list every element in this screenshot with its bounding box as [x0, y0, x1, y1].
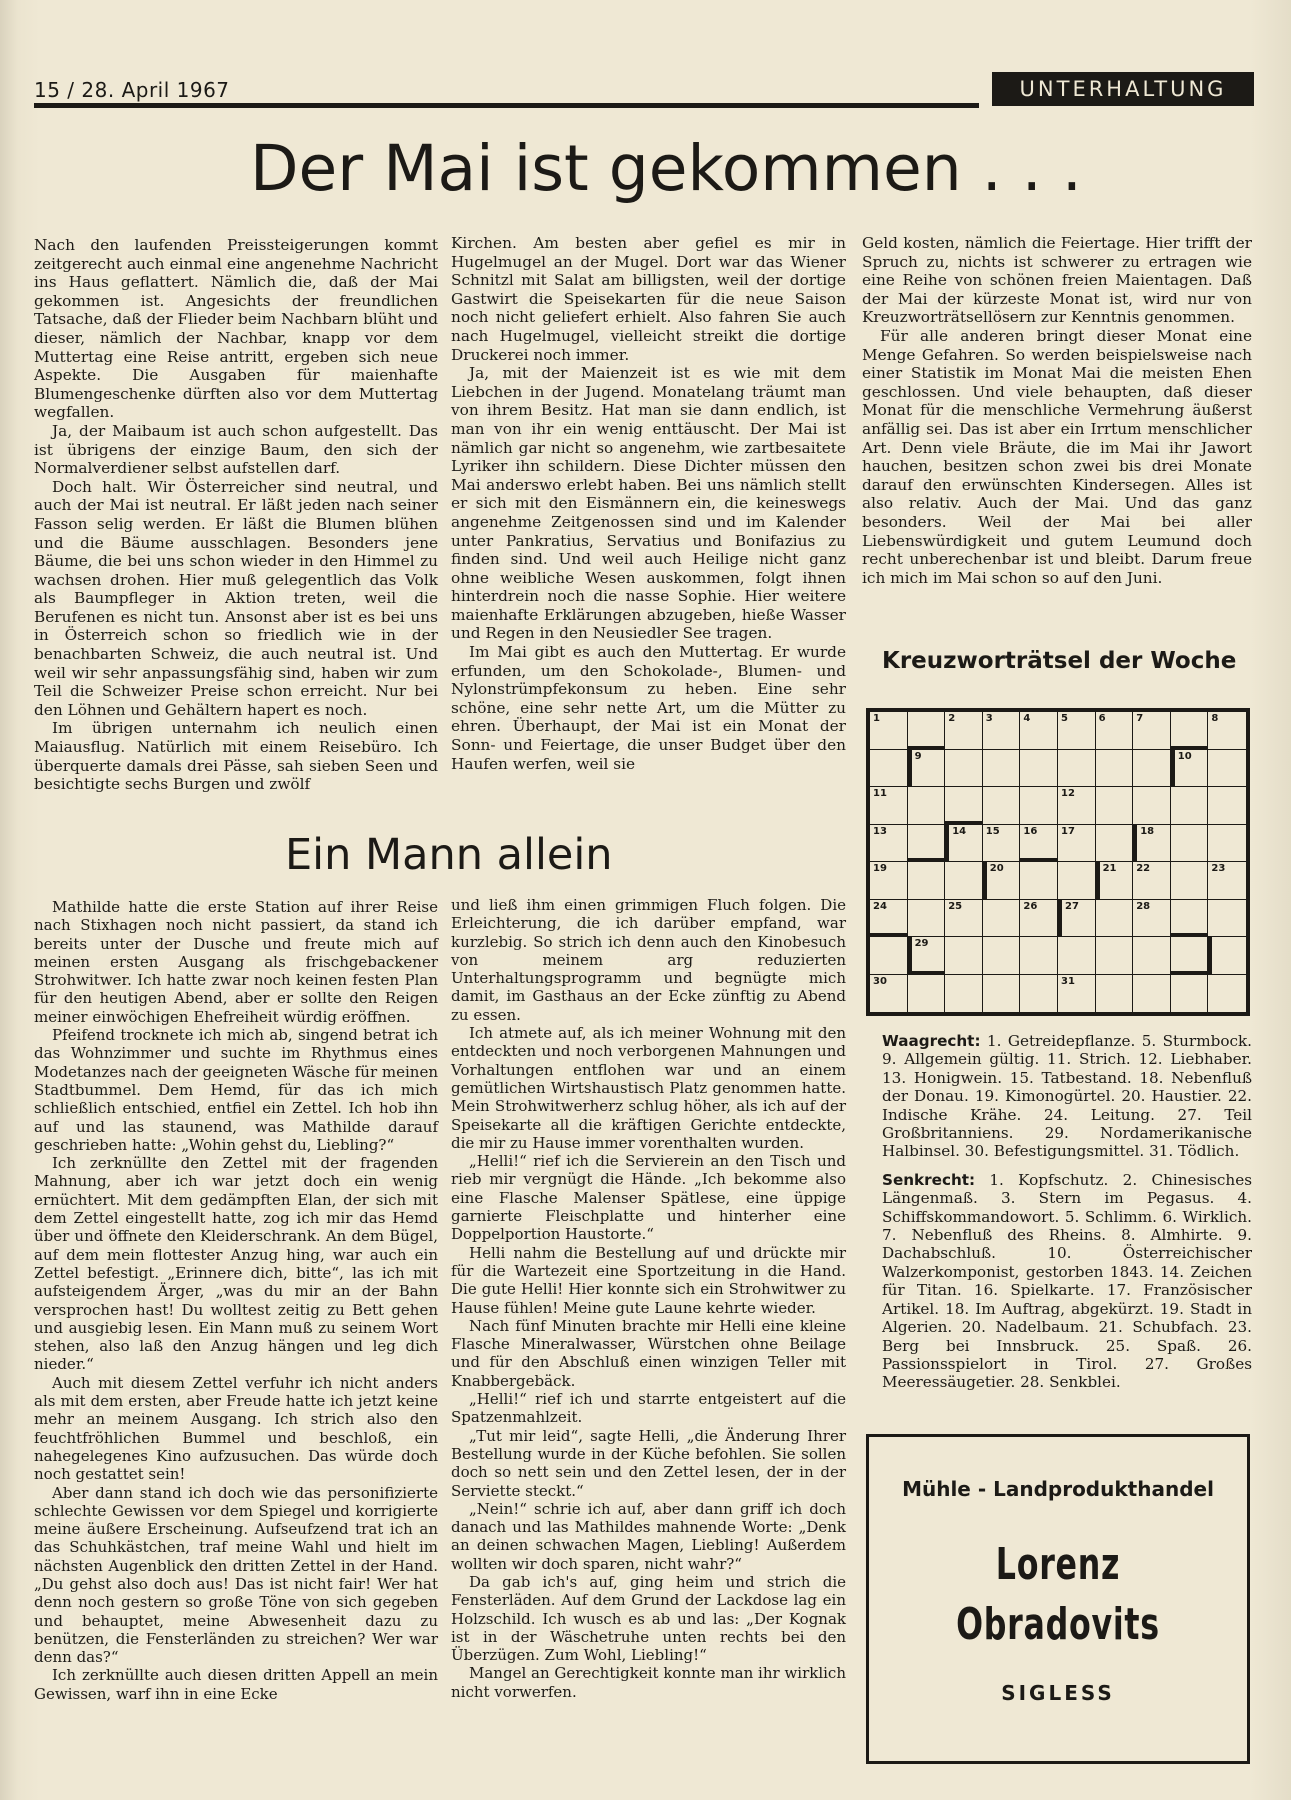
crossword-cell — [1096, 937, 1134, 975]
crossword-title: Kreuzworträtsel der Woche — [882, 648, 1237, 674]
crossword-cell — [1020, 750, 1058, 788]
crossword-cell-number: 29 — [914, 938, 929, 949]
crossword-cell — [983, 937, 1021, 975]
crossword-cell — [1133, 937, 1171, 975]
crossword-cell — [1133, 712, 1171, 750]
clues-across-text: 1. Getreidepflanze. 5. Sturmbock. 9. Allgemein gültig. 11. Strich. 12. Liebhaber. 13. Honigwein. 15. Tatbestand. 18. Nebenfluß der Donau. 19. Kimonogürtel. 20. Haustier. 22. Indische Krähe. 24. Leitung. 27. Teil Großbritanniens. 29. Nordamerikanische Halbinsel. 30. Befestigungsmittel. 31. Tödlich. — [882, 1032, 1252, 1161]
crossword-cell — [983, 900, 1021, 938]
crossword-cell — [1171, 787, 1209, 825]
crossword-cell-number: 6 — [1098, 713, 1106, 724]
paragraph: „Helli!“ rief ich die Servierein an den Tisch und rieb mir vergnügt die Hände. „Ich bekomme also eine Flasche Malenser Spätlese, eine üppige garnierte Fleischplatte und hinterher eine Doppelportion Haustorte.“ — [451, 1152, 846, 1244]
crossword-cell — [1171, 937, 1209, 975]
crossword-cell — [908, 937, 946, 975]
crossword-cell — [1096, 787, 1134, 825]
crossword-cell-number: 15 — [985, 825, 1000, 837]
crossword-cell — [945, 787, 983, 825]
paragraph: Ich atmete auf, als ich meiner Wohnung mit den entdeckten und noch verborgenen Mahnungen und Vorhaltungen entflohen war und an einem gemütlichen Wirtshaustisch Platz genommen hatte. Mein Strohwitwerherz schlug höher, als ich auf der Speisekarte all die kräftigen Gerichte entdeckte, die mir zu Hause immer vorenthalten wurden. — [451, 1024, 846, 1152]
crossword-cell-number: 5 — [1060, 713, 1068, 724]
crossword-cell — [1171, 862, 1209, 900]
crossword-cell — [983, 750, 1021, 788]
article-mann-column-2 — [451, 896, 846, 1701]
clues-down-label: Senkrecht: — [882, 1170, 976, 1189]
crossword-cell — [1058, 900, 1096, 938]
crossword-cell-number: 1 — [873, 713, 880, 724]
crossword-cell — [1058, 750, 1096, 788]
crossword-cell — [945, 862, 983, 900]
crossword-cell-number: 3 — [985, 713, 993, 724]
paragraph: Ich zerknüllte auch diesen dritten Appell an mein Gewissen, warf ihn in eine Ecke — [34, 1666, 438, 1703]
crossword-cell — [1171, 712, 1209, 750]
paragraph: „Helli!“ rief ich und starrte entgeistert auf die Spatzenmahlzeit. — [451, 1390, 846, 1427]
crossword-cell — [1058, 862, 1096, 900]
advertisement-box — [866, 1434, 1250, 1764]
ad-company: Mühle - Landprodukthandel — [902, 1477, 1214, 1501]
clues-down-text: 1. Kopfschutz. 2. Chinesisches Längenmaß. 3. Stern im Pegasus. 4. Schiffskommandowort. 5. Schlimm. 6. Wirklich. 7. Nebenfluß des Rheins. 8. Almhirte. 9. Dachabschluß. 10. Österreichischer Walzerkomponist, gestorben 1843. 14. Zeichen für Titan. 16. Spielkarte. 17. Französischer Artikel. 18. Im Auftrag, abgekürzt. 19. Stadt in Algerien. 20. Nadelbaum. 21. Schubfach. 23. Berg bei Innsbruck. 25. Spaß. 26. Passionsspielort in Tirol. 27. Großes Meeressäugetier. 28. Senkblei. — [882, 1170, 1253, 1392]
crossword-cell — [1020, 825, 1058, 863]
crossword-cell — [1208, 975, 1246, 1013]
crossword-cell-number: 26 — [1023, 900, 1038, 912]
crossword-grid — [866, 708, 1250, 1016]
paragraph: „Nein!“ schrie ich auf, aber dann griff ich doch danach und las Mathildes mahnende Worte: „Denk an deinen schwachen Magen, Liebling! Außerdem wollten wir doch sparen, nicht wahr?“ — [451, 1499, 846, 1573]
section-label: UNTERHALTUNG — [992, 72, 1254, 106]
crossword-cell — [1208, 750, 1246, 788]
crossword-cell-number: 13 — [873, 825, 887, 837]
crossword-cell — [908, 975, 946, 1013]
crossword-cell — [1096, 712, 1134, 750]
paragraph: Im übrigen unternahm ich neulich einen Maiausflug. Natürlich mit einem Reisebüro. Ich überquerte damals drei Pässe, sah sieben Seen und besichtigte sechs Burgen und zwölf — [34, 719, 438, 794]
ad-name-line-2: Obradovits — [956, 1599, 1160, 1650]
crossword-cell — [1133, 862, 1171, 900]
crossword-cell — [870, 937, 908, 975]
crossword-cell — [1020, 975, 1058, 1013]
crossword-cell — [1171, 975, 1209, 1013]
paragraph: Kirchen. Am besten aber gefiel es mir in Hugelmugel an der Mugel. Dort war das Wiener Schnitzl mit Salat am billigsten, weil der dortige Gastwirt die Speisekarten für die neue Saison noch nicht geliefert erhielt. Also fahren Sie auch nach Hugelmugel, vielleicht streikt die dortige Druckerei noch immer. — [451, 234, 846, 364]
crossword-cell — [945, 712, 983, 750]
crossword-cell — [870, 825, 908, 863]
crossword-cell-number: 23 — [1211, 863, 1226, 874]
crossword-cell — [1020, 862, 1058, 900]
crossword-cell — [983, 975, 1021, 1013]
crossword-cell-number: 19 — [873, 863, 887, 874]
crossword-clues — [882, 1032, 1252, 1402]
crossword-cell — [1058, 712, 1096, 750]
article-mann-column-1 — [34, 898, 438, 1703]
crossword-cell-number: 2 — [948, 713, 956, 724]
crossword-cell — [983, 787, 1021, 825]
crossword-cell — [945, 975, 983, 1013]
crossword-cell-number: 17 — [1060, 825, 1075, 837]
crossword-cell-number: 24 — [873, 900, 887, 912]
crossword-cell — [1058, 975, 1096, 1013]
crossword-cell-number: 7 — [1136, 713, 1144, 724]
paragraph: Für alle anderen bringt dieser Monat eine Menge Gefahren. So werden beispielsweise nach einer Statistik im Monat Mai die meisten Ehen geschlossen. Und viele behaupten, daß dieser Monat für die menschliche Vermehrung äußerst anfällig sei. Das ist aber ein Irrtum menschlicher Art. Denn viele Bräute, die im Mai ihr Jawort hauchen, besitzen schon zwei bis drei Monate darauf den erwünschten Kindersegen. Alles ist also relativ. Auch der Mai. Und das ganz besonders. Weil der Mai bei aller Liebenswürdigkeit und gutem Leumund doch recht unberechenbar ist und bleibt. Darum freue ich mich im Mai schon so auf den Juni. — [862, 326, 1252, 587]
crossword-cell — [1208, 825, 1246, 863]
paragraph: Ja, mit der Maienzeit ist es wie mit dem Liebchen in der Jugend. Monatelang träumt man von ihrem Besitz. Hat man sie dann endlich, ist man von ihr ein wenig enttäuscht. Der Mai ist nämlich gar nicht so angenehm, wie zartbesaitete Lyriker ihn schildern. Diese Dichter müssen den Mai anderswo erlebt haben. Bei uns nämlich stellt er sich mit den Eismännern ein, die keineswegs angenehme Zeitgenossen sind und im Kalender unter Pankratius, Servatius und Bonifazius zu finden sind. Und weil auch Heilige nicht ganz ohne weibliche Wesen auskommen, folgt ihnen hinterdrein noch die nasse Sophie. Hier weitere maienhafte Erklärungen abzugeben, hieße Wasser und Regen in den Neusiedler See tragen. — [451, 364, 846, 643]
crossword-cell — [1133, 825, 1171, 863]
crossword-cell-number: 27 — [1064, 900, 1079, 912]
paragraph: Nach den laufenden Preissteigerungen kommt zeitgerecht auch einmal eine angenehme Nachricht ins Haus geflattert. Nämlich die, daß der Mai gekommen ist. Angesichts der freundlichen Tatsache, daß der Flieder beim Nachbarn blüht und dieser, nämlich der Nachbar, knapp vor dem Muttertag eine Reise antritt, ergeben sich neue Aspekte. Die Ausgaben für maienhafte Blumengeschenke dürften also vor dem Muttertag wegfallen. — [34, 236, 438, 422]
crossword-cell — [1020, 937, 1058, 975]
crossword-cell — [945, 825, 983, 863]
crossword-cell — [1133, 750, 1171, 788]
crossword-cell — [870, 900, 908, 938]
paragraph: Da gab ich's auf, ging heim und strich die Fensterläden. Auf dem Grund der Lackdose lag ein Holzschild. Ich wusch es ab und las: „Der Kognak ist in der Wäschetruhe unten rechts bei den Überzügen. Zum Wohl, Liebling!“ — [451, 1572, 846, 1665]
crossword-cell — [1171, 825, 1209, 863]
crossword-cell — [1058, 937, 1096, 975]
article-mai-column-1 — [34, 236, 438, 794]
article-headline-mann: Ein Mann allein — [285, 830, 613, 880]
crossword-cell — [1020, 900, 1058, 938]
crossword-cell-number: 20 — [989, 863, 1004, 874]
clues-down — [882, 1171, 1252, 1392]
crossword-cell — [945, 900, 983, 938]
crossword-cell — [870, 712, 908, 750]
crossword-cell — [908, 712, 946, 750]
crossword-cell — [1096, 862, 1134, 900]
crossword-cell-number: 31 — [1060, 975, 1075, 987]
crossword-cell-number: 21 — [1102, 863, 1117, 874]
crossword-cell — [1096, 750, 1134, 788]
paragraph: und ließ ihm einen grimmigen Fluch folgen. Die Erleichterung, die ich darüber empfand, war kurzlebig. So strich ich denn auch den Kinobesuch von meinem arg reduzierten Unterhaltungsprogramm und begnügte mich damit, im Gasthaus an der Ecke zünftig zu Abend zu essen. — [451, 896, 846, 1024]
crossword-cell-number: 16 — [1023, 825, 1038, 837]
crossword-cell — [1208, 787, 1246, 825]
crossword-cell — [1096, 825, 1134, 863]
paragraph: Pfeifend trocknete ich mich ab, singend betrat ich das Wohnzimmer und suchte im Rhythmus eines Modetanzes nach der geeigneten Wäsche für meinen Stadtbummel. Dem Hemd, für das ich mich schließlich entschied, entfiel ein Zettel. Ich hob ihn auf und las staunend, was Mathilde darauf geschrieben hatte: „Wohin gehst du, Liebling?“ — [34, 1026, 438, 1154]
clues-across — [882, 1032, 1252, 1161]
paragraph: „Tut mir leid“, sagte Helli, „die Änderung Ihrer Bestellung wurde in der Küche befohlen. Sie sollen doch so nett sein und den Zettel lesen, der in der Serviette steckt.“ — [451, 1426, 846, 1500]
crossword-cell — [1020, 712, 1058, 750]
crossword-cell — [1133, 787, 1171, 825]
paragraph: Im Mai gibt es auch den Muttertag. Er wurde erfunden, um den Schokolade-, Blumen- und Nylonstrümpfekonsum zu heben. Eine sehr schöne, eine sehr nette Art, um die Mütter zu ehren. Überhaupt, der Mai ist ein Monat der Sonn- und Feiertage, die unser Budget über den Haufen werfen, weil sie — [451, 643, 846, 773]
crossword-cell — [1058, 825, 1096, 863]
crossword-cell-number: 30 — [873, 975, 887, 987]
crossword-cell — [983, 862, 1021, 900]
header-rule — [34, 103, 979, 108]
crossword-cell — [908, 862, 946, 900]
crossword-cell — [983, 712, 1021, 750]
crossword-cell — [1133, 900, 1171, 938]
article-mai-column-3 — [862, 234, 1252, 587]
crossword-cell — [1096, 900, 1134, 938]
paragraph: Geld kosten, nämlich die Feiertage. Hier trifft der Spruch zu, nichts ist schwerer zu ertragen wie eine Reihe von schönen freien Maientagen. Daß der Mai der kürzeste Monat ist, wird nur von Kreuzworträtsellösern zur Kenntnis genommen. — [862, 234, 1252, 327]
crossword-cell — [1058, 787, 1096, 825]
ad-name-line-1: Lorenz — [995, 1539, 1121, 1590]
crossword-cell — [908, 900, 946, 938]
crossword-cell — [1020, 787, 1058, 825]
paragraph: Auch mit diesem Zettel verfuhr ich nicht anders als mit dem ersten, aber Freude hatte ich jetzt keine mehr an meinem Ausgang. Ich strich also den feuchtfröhlichen Bummel und beschloß, ein nahegelegenes Kino aufzusuchen. Das würde doch noch gestattet sein! — [34, 1373, 438, 1484]
crossword-cell — [870, 862, 908, 900]
crossword-cell — [1208, 862, 1246, 900]
paragraph: Ich zerknüllte den Zettel mit der fragenden Mahnung, aber ich war jetzt doch ein wenig ernüchtert. Mit dem gedämpften Elan, der sich mit dem Zettel eingestellt hatte, zog ich mir das Hemd über und öffnete den Kleiderschrank. An dem Bügel, auf dem mein flottester Anzug hing, war auch ein Zettel befestigt. „Erinnere dich, bitte“, las ich mit aufsteigendem Ärger, „was du mir an der Bahn versprochen hast! Du wolltest zeitig zu Bett gehen und ausgiebig lesen. Ein Mann muß zu seinem Wort stehen, also laß den Anzug hängen und leg dich nieder.“ — [34, 1154, 438, 1374]
crossword-cell — [1208, 712, 1246, 750]
crossword-cell-number: 28 — [1136, 900, 1151, 912]
crossword-cell — [1208, 937, 1246, 975]
crossword-cell — [908, 787, 946, 825]
crossword-cell-number: 4 — [1023, 713, 1031, 724]
paragraph: Helli nahm die Bestellung auf und drückte mir für die Wartezeit eine Sportzeitung in die Hand. Die gute Helli! Hier konnte sich ein Strohwitwer zu Hause fühlen! Meine gute Laune kehrte wieder. — [451, 1243, 846, 1317]
crossword-cell — [870, 787, 908, 825]
article-mai-column-2 — [451, 234, 846, 773]
crossword-cell — [1171, 750, 1209, 788]
crossword-cell-number: 9 — [914, 750, 922, 762]
paragraph: Ja, der Maibaum ist auch schon aufgestellt. Das ist übrigens der einzige Baum, den sich der Normalverdiener selbst aufstellen darf. — [34, 421, 438, 478]
crossword-cell-number: 14 — [952, 825, 967, 837]
paragraph: Mangel an Gerechtigkeit konnte man ihr wirklich nicht vorwerfen. — [451, 1664, 846, 1701]
crossword-cell — [870, 975, 908, 1013]
crossword-cell-number: 18 — [1140, 825, 1155, 837]
crossword-cell — [1133, 975, 1171, 1013]
paragraph: Mathilde hatte die erste Station auf ihrer Reise nach Stixhagen noch nicht passiert, da stand ich bereits unter der Dusche und freute mich auf meinen ersten Ausgang als frischgebackener Strohwitwer. Ich hatte zwar noch keinen festen Plan für den heutigen Abend, aber er sollte den Reigen meiner einwöchigen Ehefreiheit würdig eröffnen. — [34, 898, 438, 1026]
crossword-cell — [983, 825, 1021, 863]
crossword-cell — [870, 750, 908, 788]
crossword-cell-number: 12 — [1060, 788, 1075, 799]
crossword-cell-number: 22 — [1136, 863, 1151, 874]
crossword-cell — [908, 825, 946, 863]
paragraph: Aber dann stand ich doch wie das personifizierte schlechte Gewissen vor dem Spiegel und korrigierte meine äußere Erscheinung. Aufseufzend trat ich an das Schuhkästchen, traf meine Wahl und hielt im nächsten Augenblick den dritten Zettel in der Hand. „Du gehst also doch aus! Das ist nicht fair! Wer hat denn noch gestern so große Töne von sich gegeben und behauptet, meine Abwesenheit dazu zu benützen, die Fensterländen zu streichen? Wer war denn das?“ — [34, 1483, 438, 1667]
paragraph: Doch halt. Wir Österreicher sind neutral, und auch der Mai ist neutral. Er läßt jeden nach seiner Fasson selig werden. Er läßt die Blumen blühen und die Bäume ausschlagen. Besonders jene Bäume, die bei uns schon wieder in den Himmel zu wachsen drohen. Hier muß gelegentlich das Volk als Baumpfleger in Aktion treten, weil die Berufenen es nicht tun. Ansonst aber ist es bei uns in Österreich schon so friedlich wie in der benachbarten Schweiz, die auch neutral ist. Und weil wir sehr anpassungsfähig sind, haben wir zum Teil die Schweizer Preise schon erreicht. Nur bei den Löhnen und Gehältern hapert es noch. — [34, 477, 438, 719]
crossword-cell-number: 10 — [1177, 750, 1192, 762]
crossword-cell — [1171, 900, 1209, 938]
paragraph: Nach fünf Minuten brachte mir Helli eine kleine Flasche Mineralwasser, Würstchen ohne Beilage und für den Abschluß einen winzigen Teller mit Knabbergebäck. — [451, 1316, 846, 1390]
ad-place: SIGLESS — [1001, 1681, 1115, 1705]
clues-across-label: Waagrecht: — [882, 1032, 981, 1050]
crossword-cell — [945, 750, 983, 788]
crossword-cell — [945, 937, 983, 975]
crossword-cell — [908, 750, 946, 788]
page-number-date: 15 / 28. April 1967 — [34, 78, 230, 102]
crossword-cell-number: 25 — [948, 900, 963, 912]
crossword-cell-number: 8 — [1211, 713, 1219, 724]
article-headline-mai: Der Mai ist gekommen . . . — [250, 132, 1082, 205]
crossword-cell-number: 11 — [873, 788, 887, 799]
crossword-cell — [1208, 900, 1246, 938]
crossword-cell — [1096, 975, 1134, 1013]
